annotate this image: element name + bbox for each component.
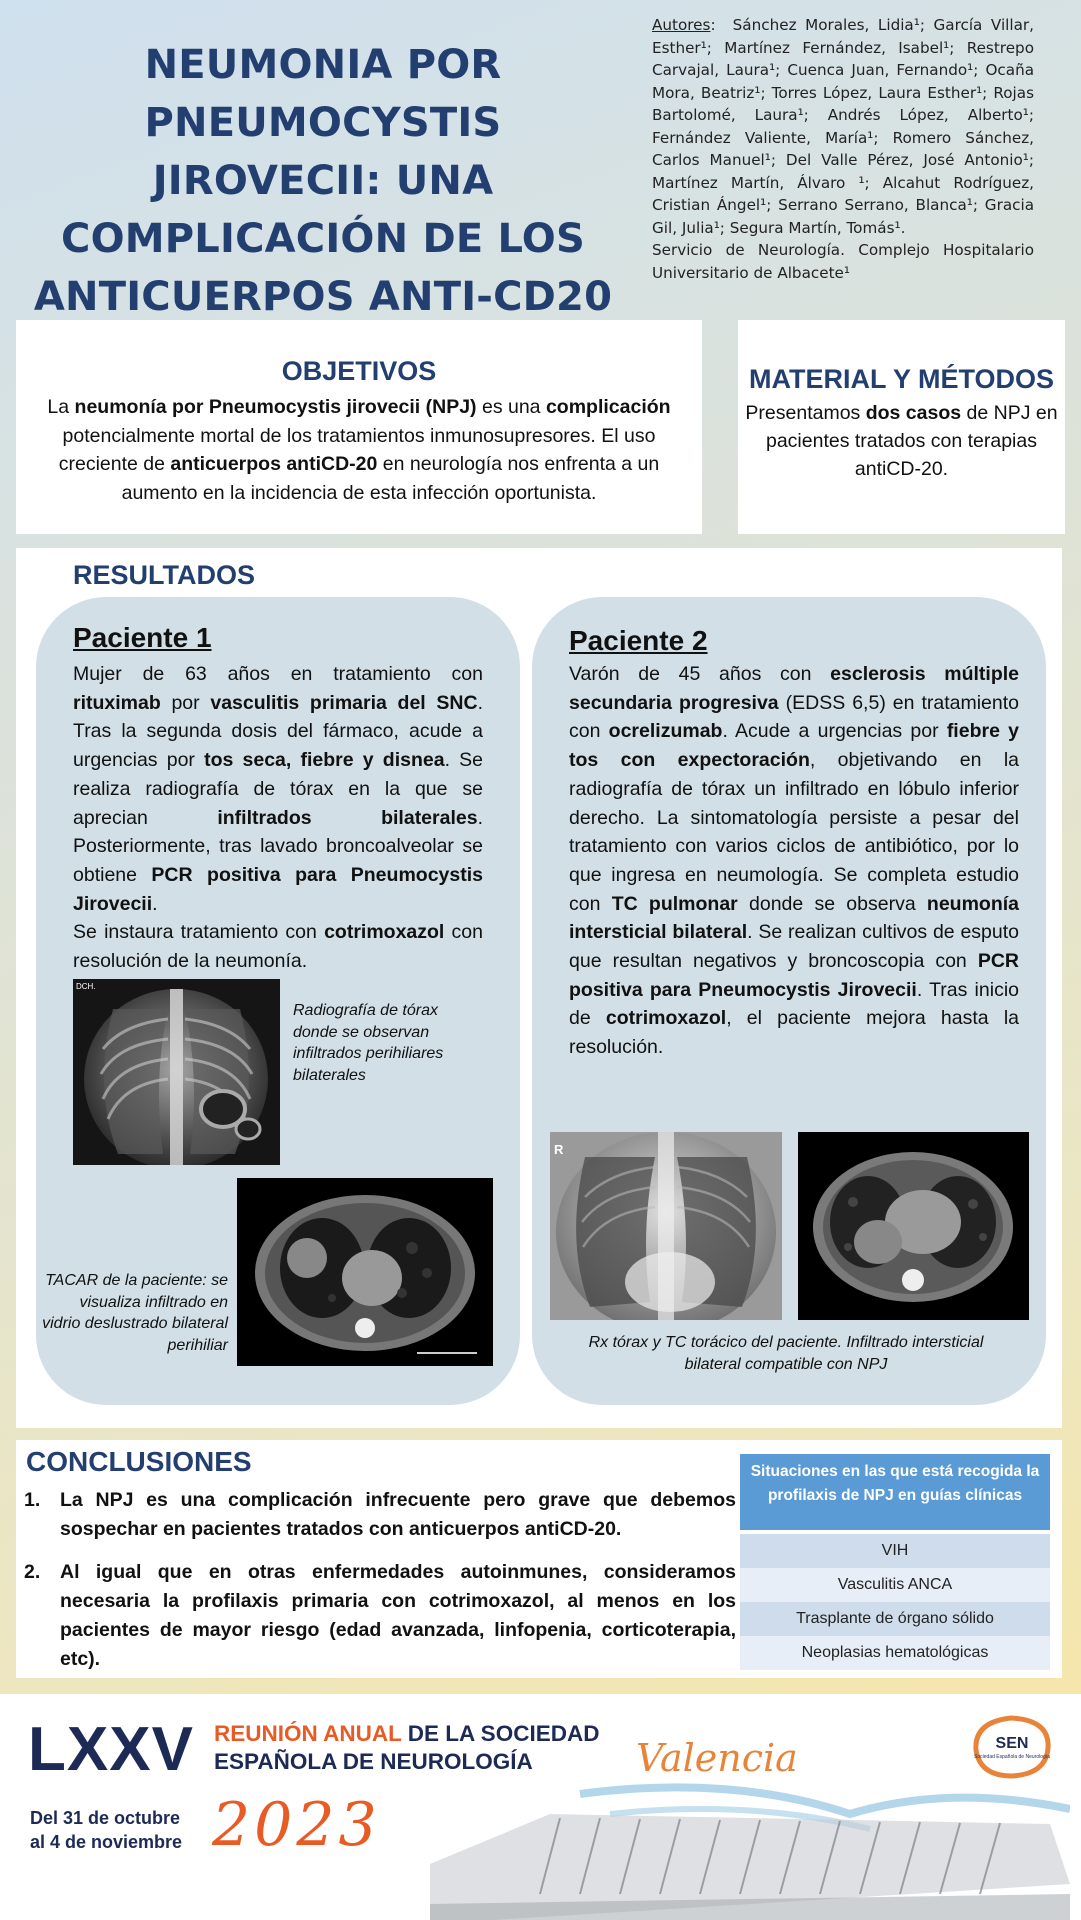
xray-side-label: DCH. (76, 982, 96, 991)
material-text: Presentamos dos casos de NPJ en pacientes tratados con terapias antiCD-20. (745, 402, 1058, 480)
conclusiones-panel (16, 1440, 1062, 1678)
objetivos-panel (16, 320, 702, 534)
profilaxis-table-header: Situaciones en las que está recogida la profilaxis de NPJ en guías clínicas (740, 1454, 1050, 1530)
paciente1-text: Mujer de 63 años en tratamiento con rituximab por vasculitis primaria del SNC. Tras la segunda dosis del fármaco, acude a urgencias por tos seca, fiebre y disnea. Se realiza radiografía de tórax en la que se aprecian infiltrados bilaterales. Posteriormente, tras lavado broncoalveolar se obtiene PCR positiva para Pneumocystis Jirovecii. Se instaura tratamiento con cotrimoxazol con resolución de la neumonía. (73, 663, 484, 973)
paciente2-text: Varón de 45 años con esclerosis múltiple secundaria progresiva (EDSS 6,5) en tratamiento con ocrelizumab. Acude a urgencias por fiebre y tos con expectoración, objetivando en la radiografía de tórax un infiltrado en lóbulo inferior derecho. La sintomatología persiste a pesar del tratamiento con varios ciclos de antibiótico, por lo que ingresa en neumología. Se completa estudio con TC pulmonar donde se observa neumonía intersticial bilateral. Se realizan cultivos de esputo que resultan negativos y broncoscopia con PCR positiva para Pneumocystis Jirovecii. Tras inicio de cotrimoxazol, el paciente mejora hasta la resolución. (569, 663, 1020, 1059)
congress-city: Valencia (636, 1736, 798, 1780)
congress-year: 2023 (212, 1790, 381, 1860)
profilaxis-table (740, 1454, 1050, 1670)
paciente2-title: Paciente 2 (569, 625, 708, 656)
profilaxis-table-row: Neoplasias hematológicas (740, 1636, 1050, 1670)
conclusiones-heading: CONCLUSIONES (26, 1446, 252, 1477)
profilaxis-table-row: Vasculitis ANCA (740, 1568, 1050, 1602)
paciente2-ct-image (798, 1132, 1029, 1320)
sen-logo (966, 1712, 1058, 1782)
authors-names: Sánchez Morales, Lidia¹; García Villar, Esther¹; Martínez Fernández, Isabel¹; Restrepo Carvajal, Laura¹; Cuenca Juan, Fernando¹; Ocaña Mora, Beatriz¹; Torres López, Laura Esther¹; Rojas Bartolomé, Laura¹; Andrés López, Alberto¹; Fernández Valiente, María¹; Romero Sánchez, Carlos Manuel¹; Del Valle Pérez, José Antonio¹; Martínez Martín, Álvaro ¹; Alcahut Rodríguez, Cristian Ángel¹; Serrano Serrano, Blanca¹; Gracia Gil, Julia¹; Segura Martín, Tomás¹. (652, 16, 1035, 237)
material-heading: MATERIAL Y MÉTODOS (748, 364, 1055, 394)
congress-edition: LXXV (28, 1715, 194, 1784)
profilaxis-table-row: VIH (740, 1534, 1050, 1568)
material-panel (738, 320, 1065, 534)
affiliation: Servicio de Neurología. Complejo Hospitalario Universitario de Albacete¹ (652, 241, 1034, 282)
congress-dates: Del 31 de octubre al 4 de noviembre (30, 1808, 183, 1852)
authors-block: Autores: Sánchez Morales, Lidia¹; García Villar, Esther¹; Martínez Fernández, Isabel¹; Restrepo Carvajal, Laura¹; Cuenca Juan, Fernando¹; Ocaña Mora, Beatriz¹; Torres López, Laura Esther¹; Rojas Bartolomé, Laura¹; Andrés López, Alberto¹; Fernández Valiente, María¹; Romero Sánchez, Carlos Manuel¹; Del Valle Pérez, José Antonio¹; Martínez Martín, Álvaro ¹; Alcahut Rodríguez, Cristian Ángel¹; Serrano Serrano, Blanca¹; Gracia Gil, Julia¹; Segura Martín, Tomás¹. Servicio de Neurología. Complejo Hospitalario Universitario de Albacete¹ (652, 14, 1034, 284)
paciente1-title: Paciente 1 (73, 622, 212, 653)
resultados-heading: RESULTADOS (73, 560, 255, 590)
authors-label: Autores (652, 16, 711, 34)
paciente1-xray-image (73, 979, 280, 1165)
poster-title: NEUMONIA POR PNEUMOCYSTIS JIROVECII: UNA COMPLICACIÓN DE LOS ANTICUERPOS ANTI-CD20 (33, 42, 613, 320)
paciente1-caption-ct: TACAR de la paciente: se visualiza infiltrado en vidrio deslustrado bilateral perihiliar (42, 1272, 228, 1354)
paciente1-ct-image (237, 1178, 493, 1366)
congress-footer (0, 1694, 1081, 1920)
paciente2-caption: Rx tórax y TC torácico del paciente. Infiltrado intersticial bilateral compatible con NPJ (588, 1334, 984, 1373)
paciente1-caption-xray: Radiografía de tórax donde se observan infiltrados perihiliares bilaterales (293, 1002, 444, 1084)
xray-r-label: R (554, 1142, 564, 1157)
congress-name: REUNIÓN ANUAL DE LA SOCIEDAD ESPAÑOLA DE NEUROLOGÍA (214, 1721, 600, 1774)
conclusion-item: 2. Al igual que en otras enfermedades autoinmunes, consideramos necesaria la profilaxis primaria con cotrimoxazol, al menos en los pacientes de mayor riesgo (edad avanzada, linfopenia, corticoterapia, etc). (24, 1561, 736, 1670)
conclusion-item: 1. La NPJ es una complicación infrecuente pero grave que debemos sospechar en pacientes tratados con anticuerpos antiCD-20. (24, 1489, 736, 1540)
objetivos-heading: OBJETIVOS (281, 356, 437, 386)
objetivos-text: La neumonía por Pneumocystis jirovecii (NPJ) es una complicación potencialmente mortal de los tratamientos inmunosupresores. El uso creciente de anticuerpos antiCD-20 en neurología nos enfrenta a un aumento en la incidencia de esta infección oportunista. (47, 396, 671, 504)
paciente2-xray-image (550, 1132, 782, 1320)
profilaxis-table-row: Trasplante de órgano sólido (740, 1602, 1050, 1636)
svg-text:Sociedad Española de Neurologí: Sociedad Española de Neurología (974, 1754, 1050, 1760)
conclusiones-list (24, 1486, 736, 1688)
svg-text:SEN: SEN (995, 1735, 1029, 1752)
